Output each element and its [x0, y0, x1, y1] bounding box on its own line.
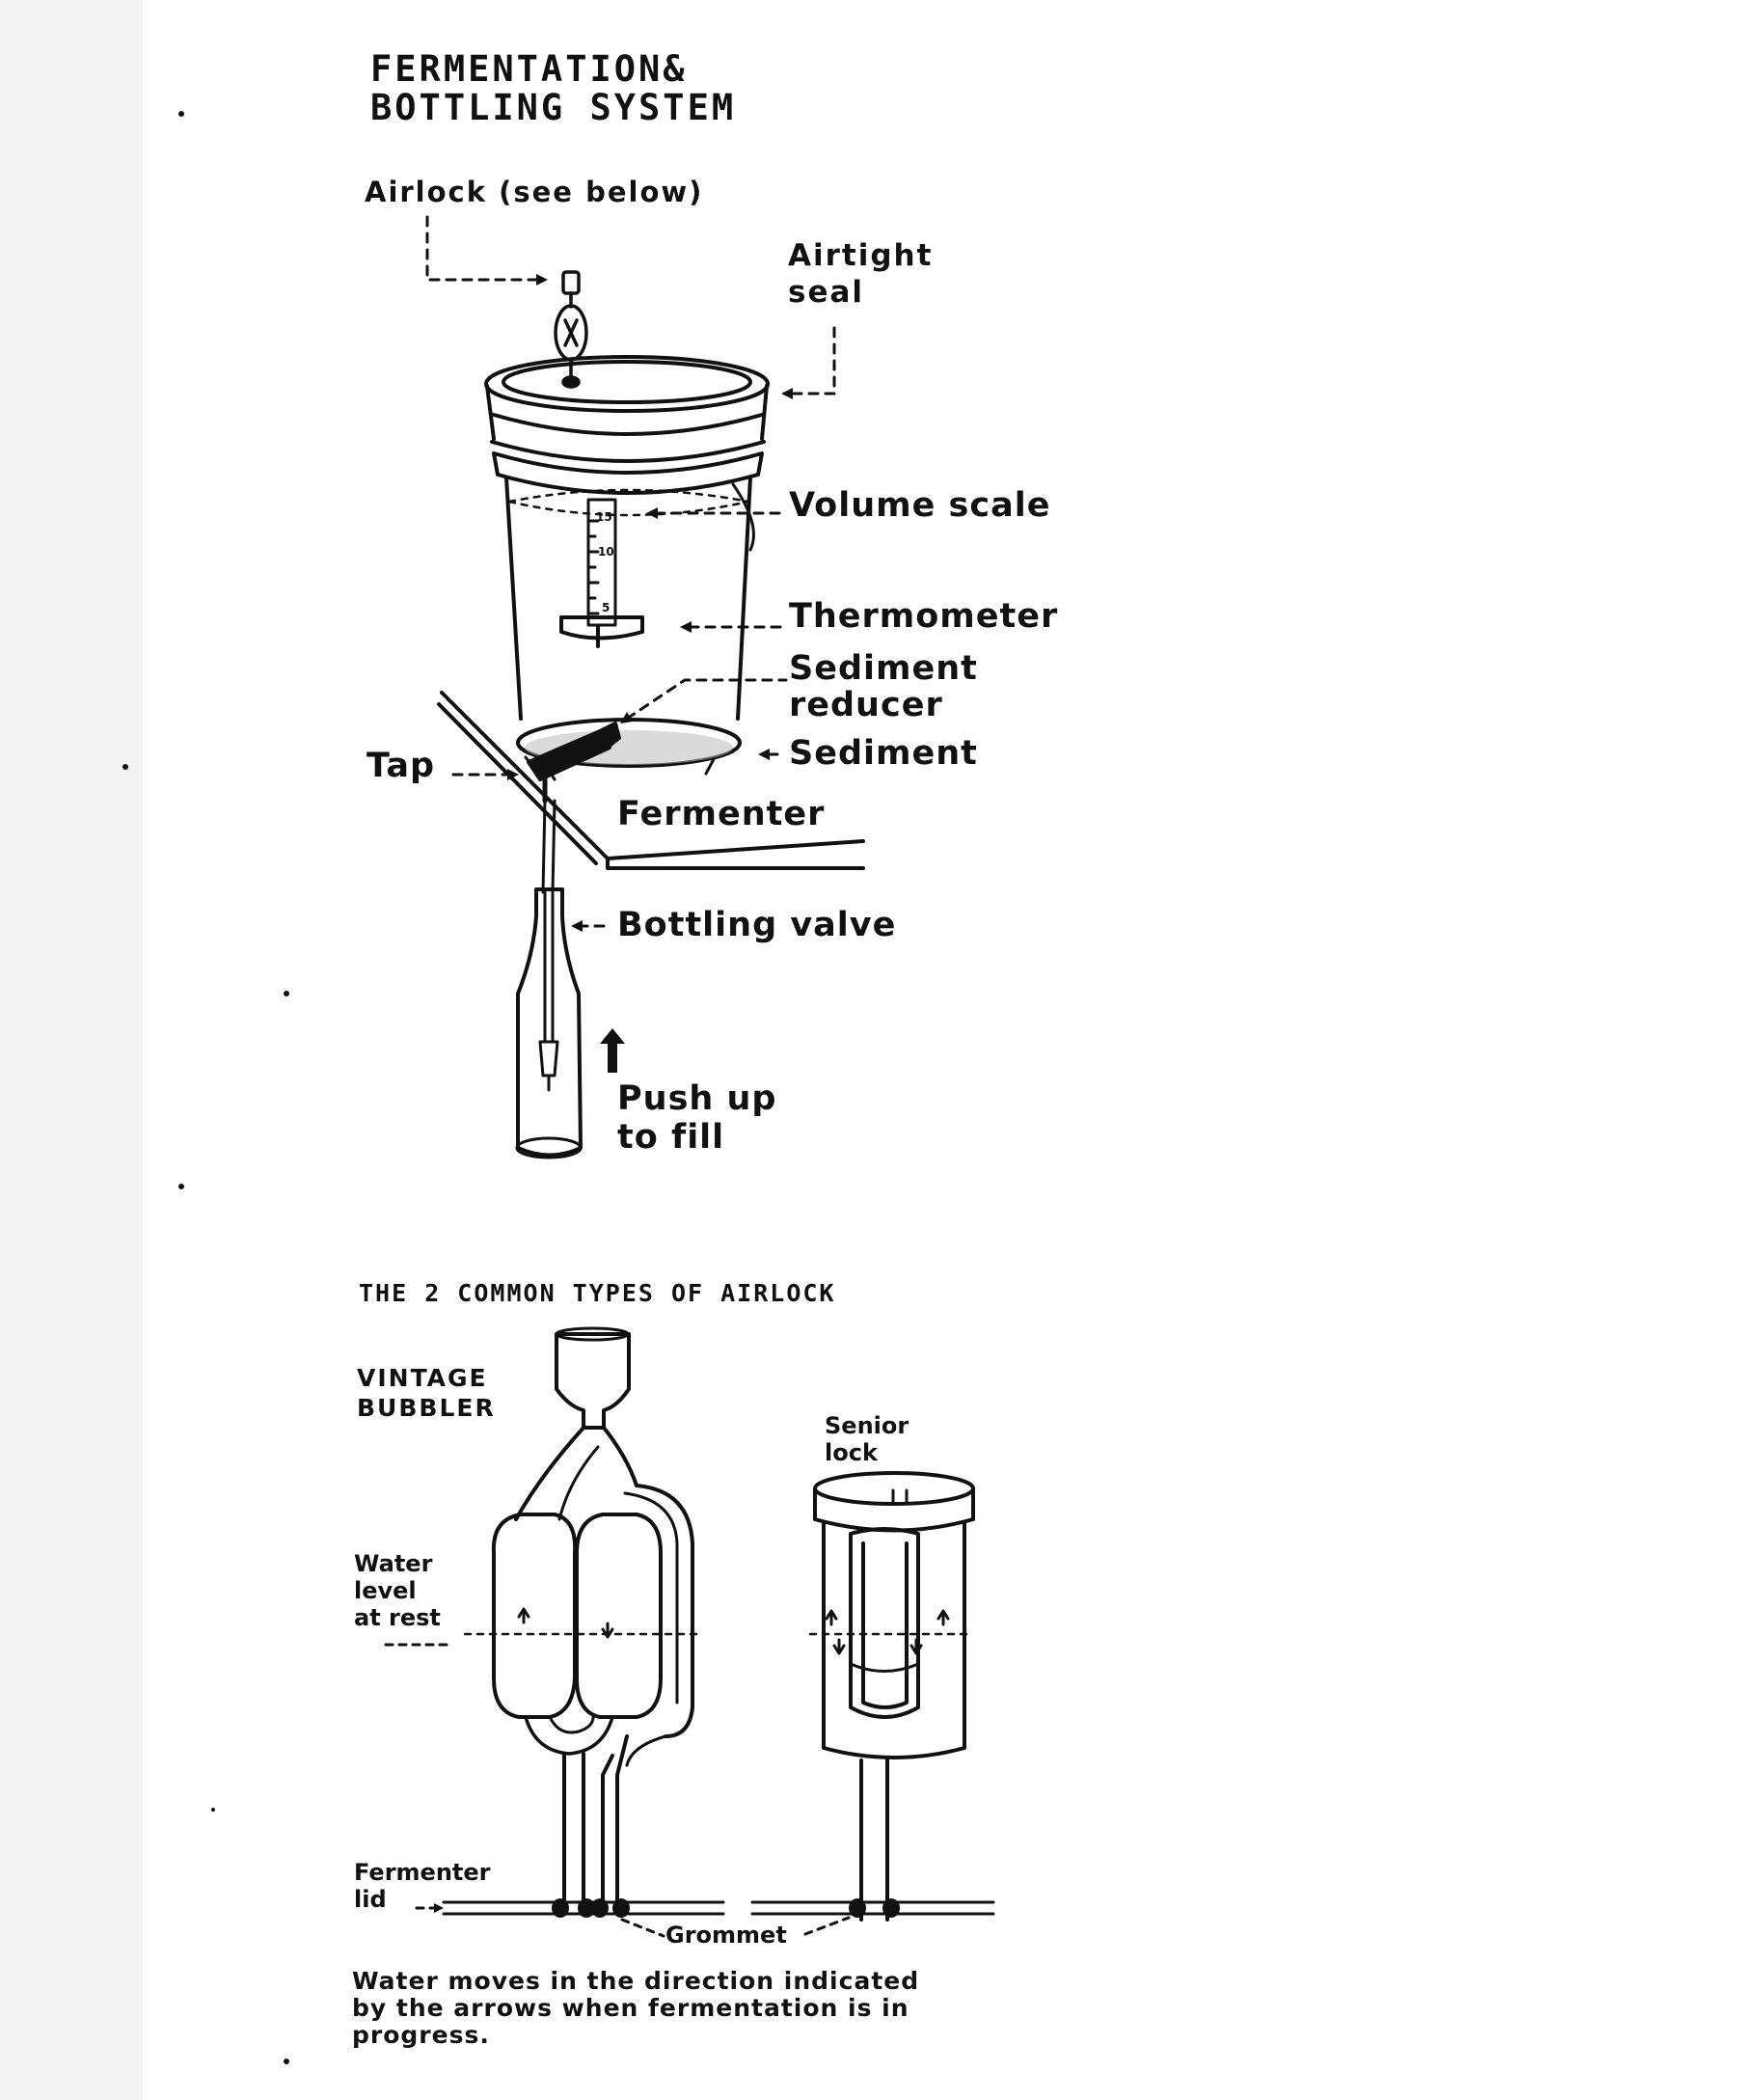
bottle-shape: [517, 889, 581, 1158]
vintage-bubbler-shape: [494, 1328, 692, 1905]
airtight-seal-label-2: seal: [788, 275, 865, 310]
senior-lock-shape: [810, 1473, 973, 1920]
sediment-reducer-label-2: reducer: [789, 686, 943, 724]
vintage-bubbler-label-1: VINTAGE: [357, 1364, 488, 1392]
fermenter-label: Fermenter: [617, 795, 826, 833]
title-line-2: BOTTLING SYSTEM: [370, 87, 737, 128]
note-line-1: Water moves in the direction indicated: [352, 1967, 920, 1995]
bottling-valve-label: Bottling valve: [617, 906, 897, 944]
title-line-1: FERMENTATION&: [370, 48, 688, 90]
push-up-label-1: Push up: [617, 1079, 777, 1118]
push-up-arrow: [600, 1028, 625, 1073]
tap-label: Tap: [366, 747, 436, 785]
airlock-label: Airlock (see below): [365, 176, 704, 208]
push-up-label-2: to fill: [617, 1118, 725, 1157]
vintage-bubbler-label-2: BUBBLER: [357, 1394, 496, 1422]
scale-mark-15: 15: [596, 510, 612, 524]
water-level-label-1: Water: [354, 1550, 433, 1577]
airtight-seal-label-1: Airtight: [788, 238, 934, 273]
note-line-2: by the arrows when fermentation is in: [352, 1994, 909, 2022]
fermenter-airlock: [556, 272, 586, 387]
scale-mark-10: 10: [598, 545, 614, 559]
sediment-reducer-label-1: Sediment: [789, 649, 978, 688]
senior-lock-label-1: Senior: [825, 1412, 909, 1439]
senior-lock-label-2: lock: [825, 1439, 878, 1466]
fermenter-lid-lines: [444, 1902, 993, 1914]
volume-scale-label: Volume scale: [789, 486, 1051, 525]
scale-mark-5: 5: [602, 601, 611, 614]
airlock-types-heading: THE 2 COMMON TYPES OF AIRLOCK: [359, 1279, 836, 1307]
thermometer-shape: [561, 617, 642, 646]
sediment-label: Sediment: [789, 734, 978, 773]
water-level-label-3: at rest: [354, 1604, 441, 1631]
lower-arrowheads: [434, 1903, 444, 1913]
water-level-label-2: level: [354, 1577, 417, 1604]
scan-specks: [122, 111, 289, 2064]
note-line-3: progress.: [352, 2021, 490, 2049]
thermometer-label: Thermometer: [789, 597, 1059, 636]
fermenter-lid-label-2: lid: [354, 1886, 387, 1913]
grommet-label: Grommet: [665, 1922, 787, 1949]
fermenter-lid-label-1: Fermenter: [354, 1859, 491, 1886]
